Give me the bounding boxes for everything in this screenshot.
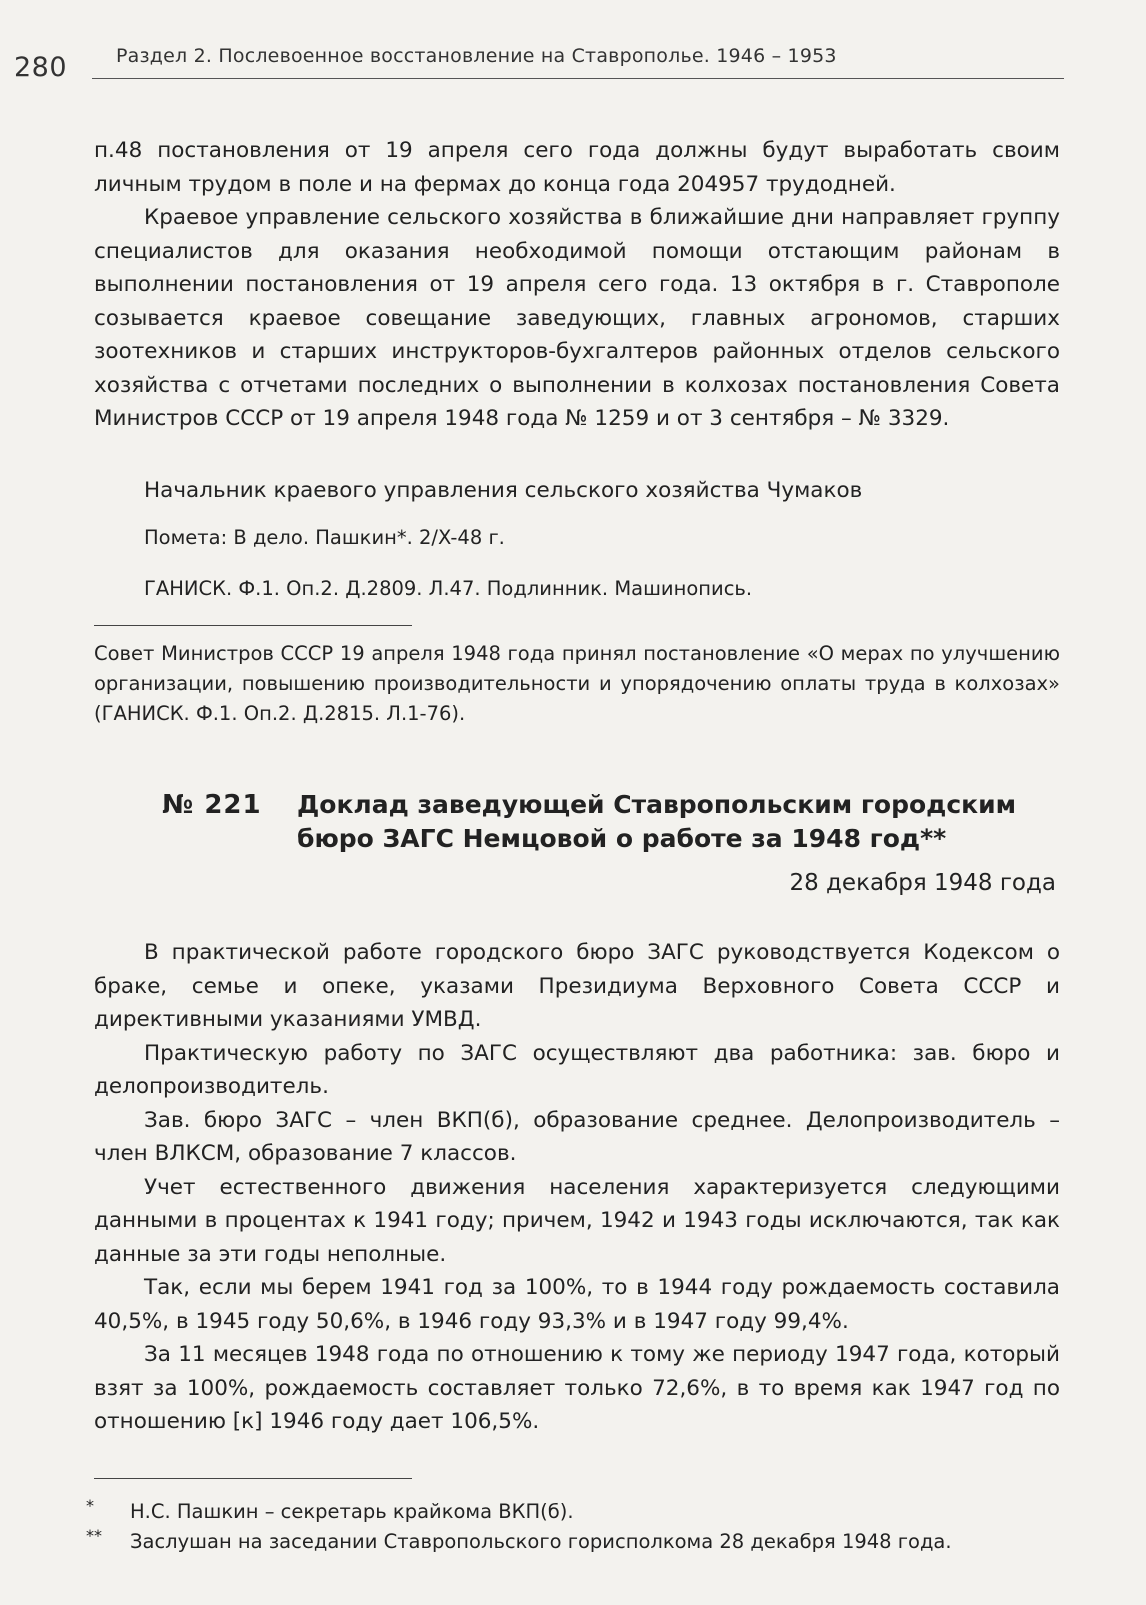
paragraph: Краевое управление сельского хозяйства в ближайшие дни направляет группу специалистов для оказания необходимой помощи отстающим районам в выполнении постановления от 19 апреля сего года. 13 октября в г. Ставрополе созывается краевое совещание заведующих, главных агрономов, старших зоотехников и старших инструкторов-бухгалтеров районных отделов сельского хозяйства с отчетами последних о выполнении в колхозах постановления Совета Министров СССР от 19 апреля 1948 года № 1259 и от 3 сентября – № 3329. [94,205,1060,431]
paragraph: За 11 месяцев 1948 года по отношению к тому же периоду 1947 года, который взят за 100%, рождаемость составляет только 72,6%, в то время как 1947 год по отношению [к] 1946 году дает 106,5%. [94,1342,1060,1434]
footnote-mark: * [86,1496,94,1515]
footnote-text: Совет Министров СССР 19 апреля 1948 года принял постановление «О мерах по улучшению организации, повышению производительности и упорядочению оплаты труда в колхозах» (ГАНИСК. Ф.1. Оп.2. Д.2815. Л.1-76). [94,642,1060,725]
archive-reference: ГАНИСК. Ф.1. Оп.2. Д.2809. Л.47. Подлинник. Машинопись. [144,577,753,600]
document-title-line: бюро ЗАГС Немцовой о работе за 1948 год** [297,824,947,853]
paragraph: Так, если мы берем 1941 год за 100%, то в 1944 году рождаемость составила 40,5%, в 1945 году 50,6%, в 1946 году 93,3% и в 1947 году 99,4%. [94,1275,1060,1334]
document-title-line: Доклад заведующей Ставропольским городским [297,790,1017,819]
footnote-text: Н.С. Пашкин – секретарь крайкома ВКП(б). [130,1500,574,1523]
footnote-mark: ** [86,1526,102,1545]
document-date: 28 декабря 1948 года [789,870,1056,896]
annotation: Помета: В дело. Пашкин*. 2/X-48 г. [144,526,505,549]
footnote-rule [94,625,412,626]
continuation-text [94,134,1060,436]
document-title [297,788,1057,856]
page-number: 280 [14,52,68,83]
running-title: Раздел 2. Послевоенное восстановление на Ставрополье. 1946 – 1953 [116,45,837,67]
footnote-text: Заслушан на заседании Ставропольского горисполкома 28 декабря 1948 года. [130,1530,952,1553]
paragraph: В практической работе городского бюро ЗАГС руководствуется Кодексом о браке, семье и опеке, указами Президиума Верховного Совета СССР и директивными указаниями УМВД. [94,940,1060,1032]
paragraph: Зав. бюро ЗАГС – член ВКП(б), образование среднее. Делопроизводитель – член ВЛКСМ, образование 7 классов. [94,1107,1060,1166]
paragraph: п.48 постановления от 19 апреля сего года должны будут выработать своим личным трудом в поле и на фермах до конца года 204957 трудодней. [94,138,1060,197]
signature-line: Начальник краевого управления сельского хозяйства Чумаков [144,478,863,503]
paragraph: Практическую работу по ЗАГС осуществляют два работника: зав. бюро и делопроизводитель. [94,1040,1060,1099]
footnote-rule [94,1478,412,1479]
document-number: № 221 [162,790,262,820]
paragraph: Учет естественного движения населения характеризуется следующими данными в процентах к 1941 году; причем, 1942 и 1943 годы исключаются, так как данные за эти годы неполные. [94,1174,1060,1267]
document-body [94,936,1060,1439]
header-rule [92,78,1064,79]
